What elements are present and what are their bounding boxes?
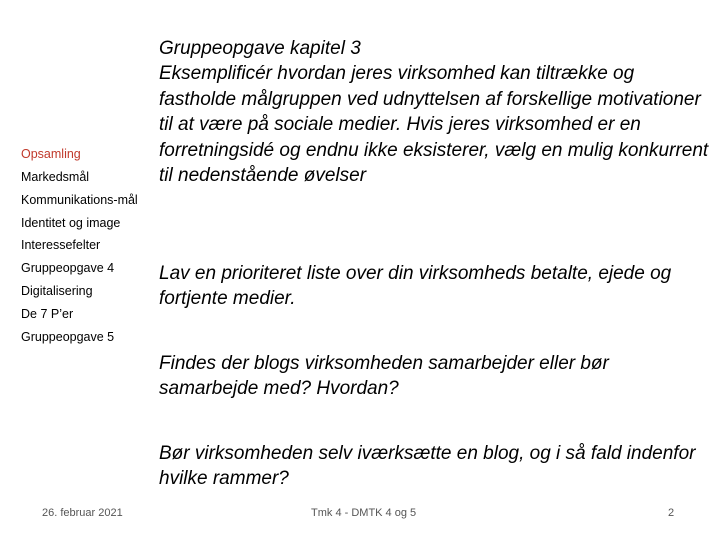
sidebar-item-digitalisering[interactable]: Digitalisering: [21, 283, 93, 298]
intro-block: [159, 36, 709, 188]
sidebar-item-identitet-og-image[interactable]: Identitet og image: [21, 215, 121, 230]
slide-sidebar-nav: [21, 143, 146, 348]
sidebar-item-gruppeopgave-4[interactable]: Gruppeopgave 4: [21, 261, 115, 276]
task-own-blog: Bør virksomheden selv iværksætte en blog, og i så fald indenfor hvilke rammer?: [159, 443, 696, 490]
sidebar-item-kommunikationsmaal[interactable]: Kommunikations-mål: [21, 192, 138, 207]
intro-text: Eksemplificér hvordan jeres virksomhed kan tiltrække og fastholde målgruppen ved udnyttelsen af forskellige motivationer til at være på sociale medier. Hvis jeres virksomhed er en forretningsidé og endnu ikke eksisterer, vælg en mulig konkurrent til nedenstående øvelser: [159, 63, 709, 187]
task-blog-collaboration: Findes der blogs virksomheden samarbejder eller bør samarbejde med? Hvordan?: [159, 353, 609, 400]
footer-page-number: 2: [668, 507, 675, 519]
sidebar-item-markedsmaal[interactable]: Markedsmål: [21, 169, 90, 184]
footer-date: 26. februar 2021: [42, 507, 123, 519]
sidebar-item-opsamling[interactable]: Opsamling: [21, 147, 81, 161]
sidebar-item-de-7-per[interactable]: De 7 P’er: [21, 306, 74, 321]
footer-course: Tmk 4 - DMTK 4 og 5: [311, 507, 417, 519]
sidebar-item-gruppeopgave-5[interactable]: Gruppeopgave 5: [21, 329, 115, 344]
slide-heading: Gruppeopgave kapitel 3: [159, 38, 361, 59]
sidebar-item-interessefelter[interactable]: Interessefelter: [21, 238, 101, 253]
task-paid-owned-earned-media: Lav en prioriteret liste over din virksomheds betalte, ejede og fortjente medier.: [159, 263, 672, 310]
